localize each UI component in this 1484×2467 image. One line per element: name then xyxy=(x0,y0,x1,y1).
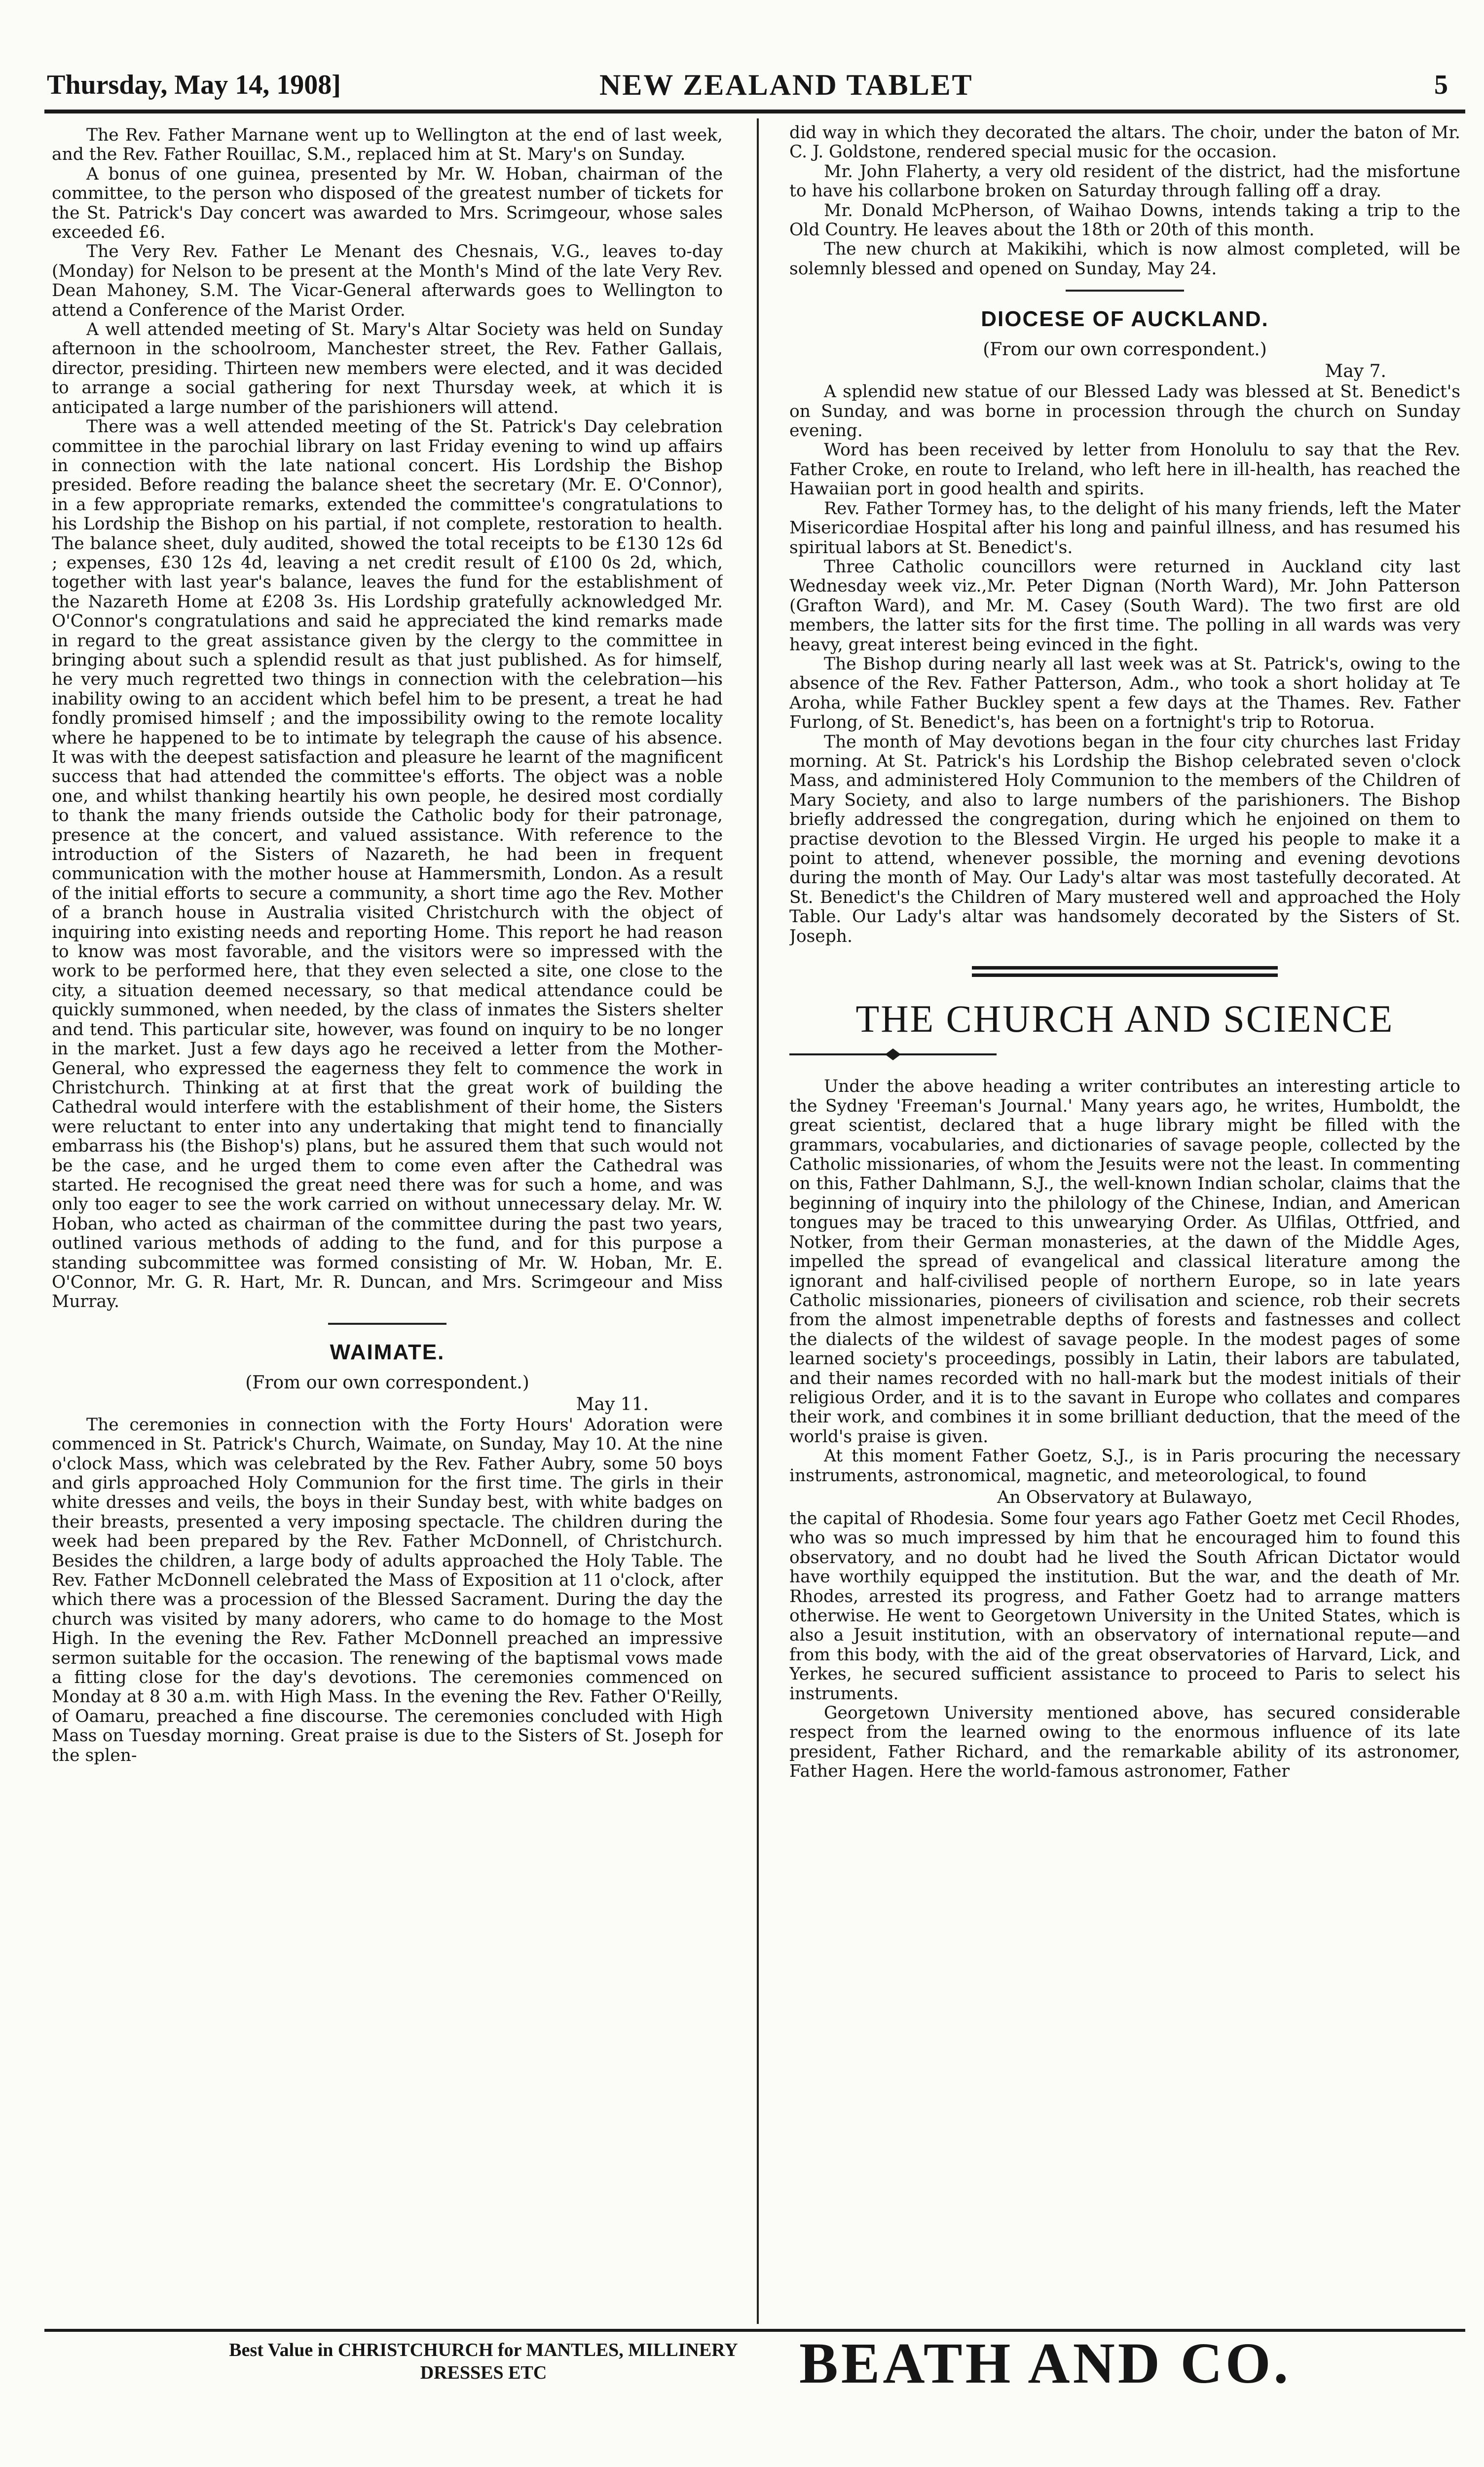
article-paragraph: Three Catholic councillors were returned in Auckland city last Wednesday week viz.,Mr. Peter Dignan (North Ward), Mr. John Patterson (Grafton Ward), and Mr. M. Casey (South Ward). The two first are old members, the latter sits for the first time. The polling in all wards was very heavy, great interest being evinced in the fight. xyxy=(789,557,1460,655)
advert-line: DRESSES ETC xyxy=(420,2362,547,2383)
section-heading-church-science: THE CHURCH AND SCIENCE xyxy=(855,997,1394,1041)
article-paragraph: the capital of Rhodesia. Some four years ago Father Goetz met Cecil Rhodes, who was so much impressed by him that he encouraged him to found this observatory, and no doubt had he lived the South African Dictator would have worthily equipped the institution. But the war, and the death of Mr. Rhodes, arrested its progress, and Father Goetz had to arrange matters otherwise. He went to Georgetown University in the United States, which is also a Jesuit institution, with an observatory of international repute—and from this body, with the aid of the great observatories of Harvard, Lick, and Yerkes, he secured sufficient assistance to proceed to Paris to select his instruments. xyxy=(789,1508,1460,1704)
article-paragraph: Mr. Donald McPherson, of Waihao Downs, intends taking a trip to the Old Country. He leaves about the 18th or 20th of this month. xyxy=(789,200,1460,240)
page-header xyxy=(47,69,1463,114)
right-column xyxy=(789,123,1460,2314)
article-paragraph: did way in which they decorated the altars. The choir, under the baton of Mr. C. J. Goldstone, rendered special music for the occasion. xyxy=(789,123,1460,162)
article-paragraph: The Rev. Father Marnane went up to Wellington at the end of last week, and the Rev. Father Rouillac, S.M., replaced him at St. Mary's on Sunday. xyxy=(52,126,723,165)
advert-line: Best Value in CHRISTCHURCH for MANTLES, MILLINERY xyxy=(229,2340,738,2360)
article-paragraph: The new church at Makikihi, which is now almost completed, will be solemnly blessed and opened on Sunday, May 24. xyxy=(789,239,1460,279)
left-column xyxy=(52,126,723,2317)
article-paragraph: The Very Rev. Father Le Menant des Chesnais, V.G., leaves to-day (Monday) for Nelson to be present at the Month's Mind of the late Very Rev. Dean Mahoney, S.M. The Vicar-General afterwards goes to Wellington to attend a Conference of the Marist Order. xyxy=(52,242,723,320)
column-divider xyxy=(757,118,759,2324)
section-divider xyxy=(1066,290,1184,292)
ornament-rule-icon xyxy=(789,1047,997,1062)
article-paragraph: Word has been received by letter from Honolulu to say that the Rev. Father Croke, en route to Ireland, who left here in ill-health, has reached the Hawaiian port in good health and spirits. xyxy=(789,440,1460,499)
section-double-rule xyxy=(972,966,1278,977)
article-paragraph: The ceremonies in connection with the Forty Hours' Adoration were commenced in St. Patrick's Church, Waimate, on Sunday, May 10. At the nine o'clock Mass, which was celebrated by the Rev. Father Aubry, some 50 boys and girls approached Holy Communion for the first time. The girls in their white dresses and veils, the boys in their Sunday best, with white badges on their breasts, presented a very imposing spectacle. The children during the week had been prepared by the Rev. Father McDonnell, of Christchurch. Besides the children, a large body of adults approached the Holy Table. The Rev. Father McDonnell celebrated the Mass of Exposition at 11 o'clock, after which there was a procession of the Blessed Sacrament. During the day the church was visited by many adorers, who came to do homage to the Most High. In the evening the Rev. Father McDonnell preached an impressive sermon suitable for the occasion. The renewing of the baptismal vows made a fitting close for the day's devotions. The ceremonies commenced on Monday at 8 30 a.m. with High Mass. In the evening the Rev. Father O'Reilly, of Oamaru, preached a fine discourse. The ceremonies concluded with High Mass on Tuesday morning. Great praise is due to the Sisters of St. Joseph for the splen- xyxy=(52,1415,723,1765)
article-paragraph: Rev. Father Tormey has, to the delight of his many friends, left the Mater Misericordiae Hospital after his long and painful illness, and has resumed his spiritual labors at St. Benedict's. xyxy=(789,498,1460,558)
correspondent-line: (From our own correspondent.) xyxy=(245,1372,529,1393)
article-paragraph: A well attended meeting of St. Mary's Altar Society was held on Sunday afternoon in the schoolroom, Manchester street, the Rev. Father Gallais, director, presiding. Thirteen new members were elected, and it was decided to arrange a social gathering for next Thursday week, at which it is anticipated a large number of the parishioners will attend. xyxy=(52,320,723,417)
section-heading-auckland: DIOCESE OF AUCKLAND. xyxy=(981,307,1269,332)
issue-date: Thursday, May 14, 1908] xyxy=(47,70,341,100)
masthead-title: NEW ZEALAND TABLET xyxy=(599,69,973,101)
article-paragraph: At this moment Father Goetz, S.J., is in Paris procuring the necessary instruments, astronomical, magnetic, and meteorological, to found xyxy=(789,1446,1460,1486)
section-divider xyxy=(328,1323,446,1325)
footer-advert-brand: BEATH AND CO. xyxy=(799,2331,1291,2395)
article-paragraph: There was a well attended meeting of the St. Patrick's Day celebration committee in the parochial library on last Friday evening to wind up affairs in connection with the late national concert. His Lordship the Bishop presided. Before reading the balance sheet the secretary (Mr. E. O'Connor), in a few appropriate remarks, extended the committee's congratulations to his Lordship the Bishop on his partial, if not complete, restoration to health. The balance sheet, duly audited, showed the total receipts to be £130 12s 6d ; expenses, £30 12s 4d, leaving a net credit result of £100 0s 2d, which, together with last year's balance, leaves the fund for the establishment of the Nazareth Home at £208 3s. His Lordship gratefully acknowledged Mr. O'Connor's congratulations and said he appreciated the kind remarks made in regard to the great assistance given by the clergy to the committee in bringing about such a splendid result as that just published. As for himself, he very much regretted two things in connection with the celebration—his inability owing to an accident which befel him to be present, a treat he had fondly promised himself ; and the impossibility owing to the remote locality where he happened to be to intimate by telegraph the cause of his absence. It was with the deepest satisfaction and pleasure he learnt of the magnificent success that had attended the committee's efforts. The object was a noble one, and whilst thanking heartily his own people, he desired most cordially to thank the many friends outside the Catholic body for their patronage, presence at the concert, and valued assistance. With reference to the introduction of the Sisters of Nazareth, he had been in frequent communication with the mother house at Hammersmith, London. As a result of the initial efforts to secure a community, a short time ago the Rev. Mother of a branch house in Australia visited Christchurch with the object of inquiring into existing needs and reporting Home. This report he had reason to know was most favorable, and the visitors were so impressed with the work to be performed here, that they even selected a site, one close to the city, a situation deemed necessary, so that medical attendance could be quickly summoned, when needed, by the class of inmates the Sisters shelter and tend. This particular site, however, was found on inquiry to be no longer in the market. Just a few days ago he received a letter from the Mother-General, who expressed the eagerness they felt to commence the work in Christchurch. Thinking at at first that the great work of building the Cathedral would interfere with the establishment of their home, the Sisters were reluctant to enter into any undertaking that might tend to financially embarrass his (the Bishop's) plans, but he assured them that such would not be the case, and he urged them to come even after the Cathedral was started. He recognised the great need there was for such a home, and was only too eager to see the work carried on without unnecessary delay. Mr. W. Hoban, who acted as chairman of the committee during the past two years, outlined various methods of adding to the fund, and for this purpose a standing subcommittee was formed consisting of Mr. W. Hoban, Mr. E. O'Connor, Mr. G. R. Hart, Mr. R. Duncan, and Mrs. Scrimgeour and Miss Murray. xyxy=(52,417,723,1312)
article-paragraph: Under the above heading a writer contributes an interesting article to the Sydney 'Freeman's Journal.' Many years ago, he writes, Humboldt, the great scientist, declared that a huge library might be filled with the grammars, vocabularies, and dictionaries of savage people, collected by the Catholic missionaries, of whom the Jesuits were not the least. In commenting on this, Father Dahlmann, S.J., the well-known Indian scholar, claims that the beginning of inquiry into the philology of the Chinese, Indian, and American tongues may be traced to this unwearying Order. As Ulfilas, Ottfried, and Notker, from their German monasteries, at the dawn of the Middle Ages, impelled the spread of evangelical and classical literature among the ignorant and half-civilised people of northern Europe, so in late years Catholic missionaries, pioneers of civilisation and science, rob their secrets from the almost impenetrable depths of forests and fastnesses and collect the dialects of the wildest of savage people. In the modest pages of some learned society's proceedings, possibly in Latin, their labors are tabulated, and their names recorded with no hall-mark but the modest initials of their religious Order, and it is to the savant in Europe who collates and compares their work, and combines it in some brilliant deduction, that the meed of the world's praise is given. xyxy=(789,1077,1460,1447)
article-paragraph: The month of May devotions began in the four city churches last Friday morning. At St. Patrick's his Lordship the Bishop celebrated seven o'clock Mass, and administered Holy Communion to the members of the Children of Mary Society, and also to large numbers of the parishioners. The Bishop briefly addressed the congregation, during which he enjoined on them to practise devotion to the Blessed Virgin. He urged his people to make it a point to attend, whenever possible, the morning and evening devotions during the month of May. Our Lady's altar was most tastefully decorated. At St. Benedict's the Children of Mary mustered well and approached the Holy Table. Our Lady's altar was handsomely decorated by the Sisters of St. Joseph. xyxy=(789,732,1460,946)
article-paragraph: Mr. John Flaherty, a very old resident of the district, had the misfortune to have his collarbone broken on Saturday through falling off a dray. xyxy=(789,161,1460,201)
correspondent-line: (From our own correspondent.) xyxy=(983,339,1267,360)
article-paragraph: A bonus of one guinea, presented by Mr. W. Hoban, chairman of the committee, to the person who disposed of the greatest number of tickets for the St. Patrick's Day concert was awarded to Mrs. Scrimgeour, whose sales exceeded £6. xyxy=(52,164,723,243)
article-paragraph: The Bishop during nearly all last week was at St. Patrick's, owing to the absence of the Rev. Father Patterson, Adm., who took a short holiday at Te Aroha, while Father Buckley spent a few days at the Thames. Rev. Father Furlong, of St. Benedict's, has been on a fortnight's trip to Rotorua. xyxy=(789,654,1460,733)
dateline: May 7. xyxy=(1325,361,1386,382)
footer-advert-text xyxy=(163,2339,804,2384)
page-number: 5 xyxy=(1434,70,1448,100)
article-paragraph: A splendid new statue of our Blessed Lady was blessed at St. Benedict's on Sunday, and was borne in procession through the church on Sunday evening. xyxy=(789,382,1460,441)
article-paragraph: Georgetown University mentioned above, has secured considerable respect from the learned owing to the enormous influence of its late president, Father Richard, and the remarkable ability of its astronomer, Father Hagen. Here the world-famous astronomer, Father xyxy=(789,1703,1460,1782)
header-rule xyxy=(44,110,1465,113)
dateline: May 11. xyxy=(576,1394,649,1415)
subheading-line: An Observatory at Bulawayo, xyxy=(997,1487,1253,1507)
section-heading-waimate: WAIMATE. xyxy=(330,1340,445,1364)
